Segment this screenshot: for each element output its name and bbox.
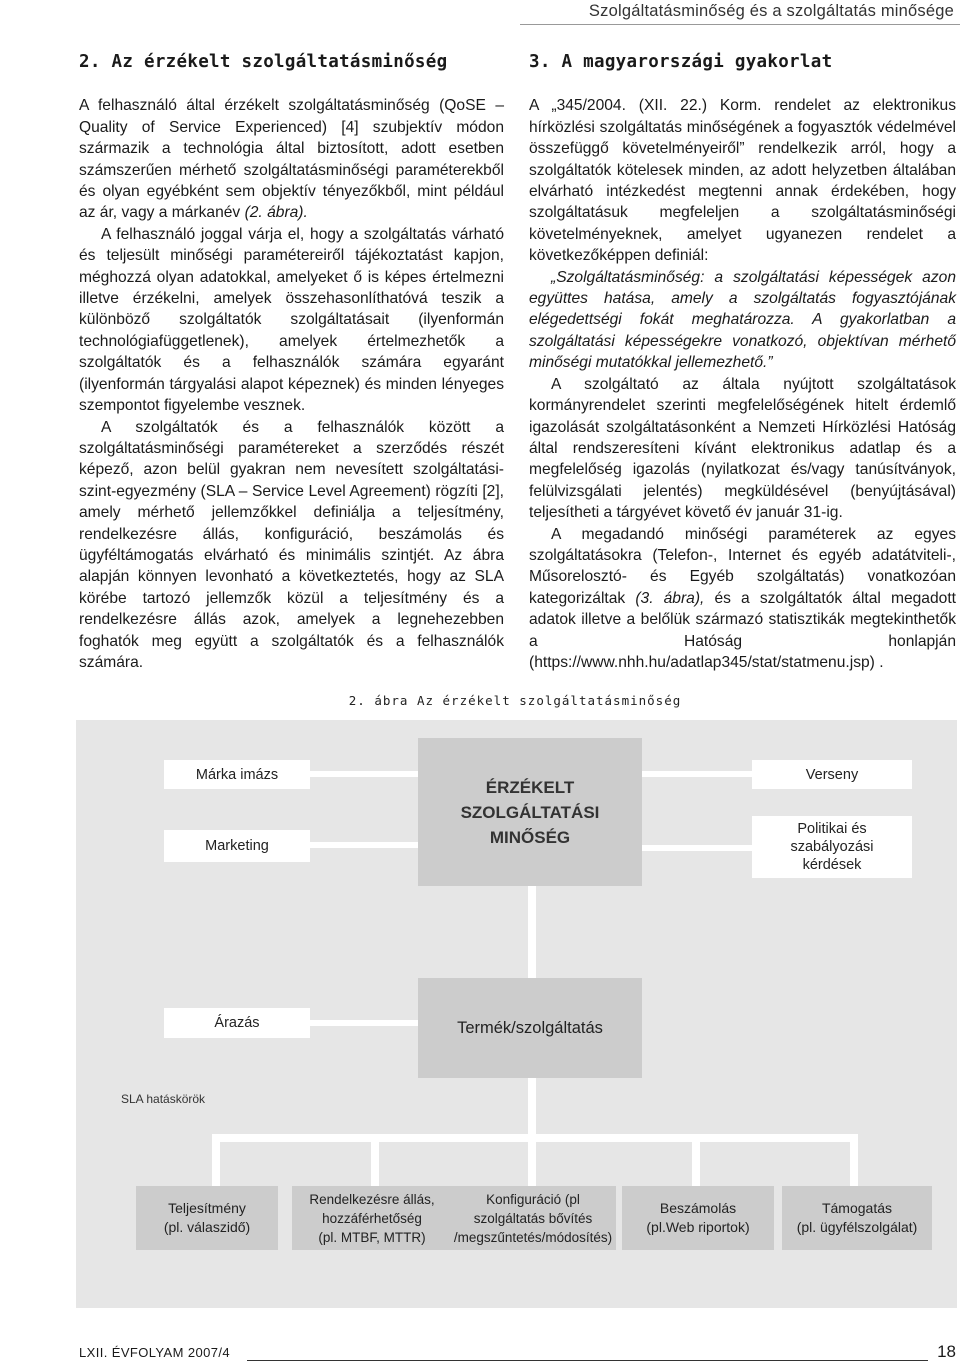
- box-marketing: Marketing: [164, 830, 310, 862]
- right-paragraph-2: A szolgáltató az általa nyújtott szolgáltatások kormányrendelet szerinti megfelelőségének hitelt érdemlő igazolását szolgáltatásonként a Nemzeti Hírközlési Hatóság által rendszeresíteni kívánt elektronikus adatlap és a megfelelőség igazolás (nyilatkozat és/vagy tanúsítványok, felülvizsgálati jelentés) megküldésével (benyújtásával) teljesítheti a tárgyévet követő év január 31-ig.: [529, 375, 956, 522]
- connector-marketing: [310, 842, 418, 848]
- connector-drop-5: [850, 1134, 858, 1186]
- box-beszamolas: [622, 1186, 774, 1250]
- page-number: 18: [937, 1342, 956, 1361]
- footer-volume: LXII. ÉVFOLYAM 2007/4: [79, 1345, 230, 1360]
- hub-title-line-3: MINŐSÉG: [489, 827, 571, 847]
- box-beszamolas-line-1: Beszámolás: [659, 1200, 737, 1216]
- running-head-title: Szolgáltatásminőség és a szolgáltatás minősége: [588, 2, 954, 20]
- box-tamogatas-line-2: (pl. ügyfélszolgálat): [796, 1219, 918, 1235]
- connector-center-product: [528, 886, 536, 986]
- hub-termek-szolgaltatas: Termék/szolgáltatás: [418, 978, 642, 1078]
- box-marka-imazs: Márka imázs: [164, 760, 310, 789]
- box-rendelkezesre-allas-line-1: Rendelkezésre állás, hozzáférhetőség: [309, 1191, 435, 1226]
- box-politikai: Politikai és szabályozási kérdések: [752, 816, 912, 878]
- connector-drop-2: [371, 1134, 379, 1186]
- running-head: [0, 0, 960, 26]
- footer-rule: [247, 1360, 928, 1361]
- connector-marka: [310, 771, 418, 777]
- connector-product-sla: [528, 1078, 536, 1134]
- box-verseny: Verseny: [752, 760, 912, 789]
- box-rendelkezesre-allas: [292, 1186, 452, 1250]
- figure-caption: 2. ábra Az érzékelt szolgáltatásminőség: [348, 693, 682, 708]
- figure-ref-3: (3. ábra),: [635, 589, 705, 607]
- connector-drop-4: [692, 1134, 700, 1186]
- section-3-heading: 3. A magyarországi gyakorlat: [529, 52, 833, 72]
- connector-politikai: [642, 845, 752, 851]
- connector-arazas: [310, 1020, 418, 1026]
- hub-title-line-2: SZOLGÁLTATÁSI: [460, 802, 600, 822]
- left-paragraph-1: [79, 95, 504, 223]
- running-head-rule: [520, 24, 960, 25]
- page-footer: [79, 1342, 956, 1363]
- right-paragraph-3-text-a: A megadandó minőségi paraméterek az egyes szolgáltatásokra (Telefon-, Internet és egyéb adatátviteli-, Műsorelosztó- és Egyéb szolgáltatás) vonatkozóan kategorizáltak: [529, 525, 956, 607]
- box-arazas: Árazás: [164, 1008, 310, 1038]
- right-paragraph-3: [529, 524, 956, 674]
- right-column: [529, 52, 956, 673]
- box-tamogatas-line-1: Támogatás: [821, 1200, 893, 1216]
- left-paragraph-2: A felhasználó joggal várja el, hogy a szolgáltatás várható és teljesült minőségi paramétereiről tájékoztatást kapjon, méghozzá olyan adatokkal, amelyeket ő is képes értelmezni illetve érzékelni, amelyek összehasonlíthatóvá teszik a különböző szolgáltatók szolgáltatásait (ilyenformán technológiafüggetlenek), amelyek értelmezhetők a szolgáltatók és a felhasználók számára egyaránt (ilyenformán tárgyalási alapot képeznek) és minden lényeges szempontot figyelembe vesznek.: [79, 225, 504, 415]
- connector-drop-1: [212, 1134, 220, 1186]
- section-2-heading: 2. Az érzékelt szolgáltatásminőség: [79, 52, 448, 72]
- box-teljesitmeny-line-1: Teljesítmény: [168, 1200, 246, 1216]
- figure-ref-2: (2. ábra).: [244, 204, 308, 222]
- hub-erzekelt-minoseg: [418, 738, 642, 886]
- left-column: [79, 52, 504, 673]
- figure-diagram: [76, 720, 957, 1308]
- box-konfiguracio-line-2: /megszűntetés/módosítés): [453, 1229, 613, 1245]
- box-tamogatas: [782, 1186, 932, 1250]
- regulation-quote: „Szolgáltatásminőség: a szolgáltatási képességek azon együttes hatása, amely a szolgáltatás fogyasztójának elégedettségi fokát meghatározza. A gyakorlatban a szolgáltatási képességekre vonatkozó, objektívan mérhető minőségi mutatókkal jellemezhető.”: [529, 268, 956, 372]
- left-paragraph-1-text: A felhasználó által érzékelt szolgáltatásminőség (QoSE – Quality of Service Experienced) [4] szubjektív módon származik a technológia által biztosított, adott esetben számszerűen mérhető szolgáltatásminőségi paraméterekből és olyan egyébként sem objektív tényezőkből, mint például az ár, vagy a márkanév: [79, 97, 504, 222]
- left-paragraph-3: A szolgáltatók és a felhasználók között a szolgáltatásminőségi paramétereket a szerződés részét képező, azon belül gyakran nem nevesített szolgáltatási-szint-egyezmény (SLA – Service Level Agreement) rögzíti [2], amely mérhető jellemzőkkel definiálja a teljesítmény, rendelkezésre állás, konfiguráció, beszámolás és ügyféltámogatás elvárható és minimális szintjét. Az ábra alapján könnyen levonható a következtetés, hogy az SLA körébe tartozó jellemzők közül a teljesítmény és a rendelkezésre állás azok, amelyek a legnehezebben foghatók meg együtt a szolgáltatók és a felhasználók számára.: [79, 418, 504, 671]
- connector-drop-3: [528, 1134, 536, 1186]
- connector-verseny: [642, 771, 752, 777]
- box-rendelkezesre-allas-line-2: (pl. MTBF, MTTR): [318, 1229, 426, 1245]
- right-paragraph-3-text-b: és a szolgáltatók által megadott adatok illetve a belőlük származó statisztikák megtekinthetők a Hatóság honlapján (https://www.nhh.hu/adatlap345/stat/statmenu.jsp) .: [529, 589, 956, 671]
- box-teljesitmeny-line-2: (pl. válaszidő): [163, 1219, 251, 1235]
- right-paragraph-1: A „345/2004. (XII. 22.) Korm. rendelet az elektronikus hírközlési szolgáltatás minőségének a fogyasztók védelmével összefüggő követelményeiről” rendelkezik arról, hogy a szolgáltatók kötelesek minden, az adott helyzetben általában elvárható intézkedést megtenni annak érdekében, hogy szolgáltatásuk megfeleljen a szolgáltatásminőségi követelményeknek, amelyet ugyanezen rendelet a következőképpen definiál:: [529, 97, 956, 265]
- sla-label: SLA hatáskörök: [121, 1092, 206, 1106]
- box-beszamolas-line-2: (pl.Web riportok): [646, 1219, 750, 1235]
- box-konfiguracio-line-1: Konfiguráció (pl szolgáltatás bővítés: [473, 1191, 593, 1226]
- box-konfiguracio: [450, 1186, 616, 1250]
- box-teljesitmeny: [136, 1186, 278, 1250]
- hub-title-line-1: ÉRZÉKELT: [485, 777, 575, 797]
